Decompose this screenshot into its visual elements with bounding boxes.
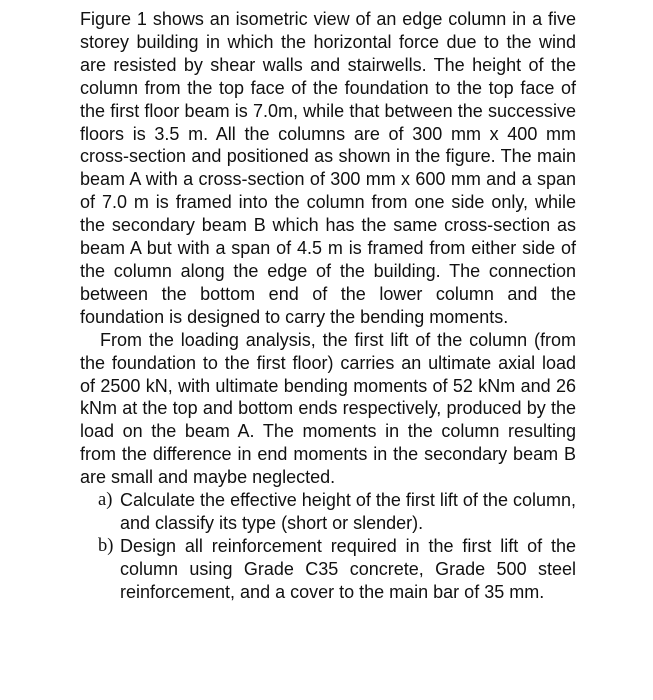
question-item-a [98, 489, 576, 535]
question-item-b [98, 535, 576, 604]
question-list [80, 489, 576, 604]
question-marker-b: b) [98, 535, 114, 556]
paragraph-loading: From the loading analysis, the first lift of the column (from the foundation to the first floor) carries an ultimate axial load of 2500 kN, with ultimate bending moments of 52 kNm and 26 kNm at the top and bottom ends respectively, produced by the load on the beam A. The moments in the column resulting from the difference in end moments in the secondary beam B are small and maybe neglected. [80, 329, 576, 488]
question-text-b: Design all reinforcement required in the first lift of the column using Grade C35 concrete, Grade 500 steel reinforcement, and a cover to the main bar of 35 mm. [120, 535, 576, 602]
paragraph-description: Figure 1 shows an isometric view of an edge column in a five storey building in which the horizontal force due to the wind are resisted by shear walls and stairwells. The height of the column from the top face of the foundation to the top face of the first floor beam is 7.0m, while that between the successive floors is 3.5 m. All the columns are of 300 mm x 400 mm cross-section and positioned as shown in the figure. The main beam A with a cross-section of 300 mm x 600 mm and a span of 7.0 m is framed into the column from one side only, while the secondary beam B which has the same cross-section as beam A but with a span of 4.5 m is framed from either side of the column along the edge of the building. The connection between the bottom end of the lower column and the foundation is designed to carry the bending moments. [80, 9, 576, 327]
problem-statement [80, 8, 576, 604]
question-marker-a: a) [98, 490, 113, 511]
question-text-a: Calculate the effective height of the first lift of the column, and classify its type (short or slender). [120, 490, 576, 533]
